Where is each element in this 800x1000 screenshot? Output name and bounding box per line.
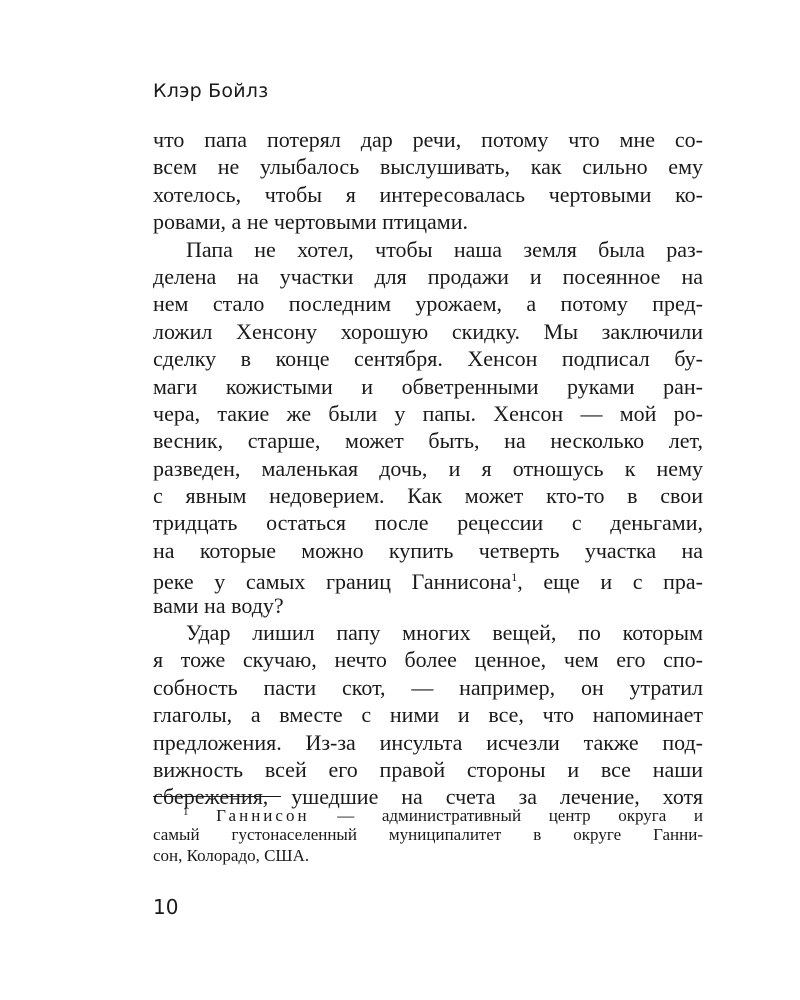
- footnote-line: самый густонаселенный муниципалитет в округе Ганни-: [153, 824, 703, 844]
- text-line: с явным недоверием. Как может кто-то в свои: [153, 483, 703, 509]
- text-line: разведен, маленькая дочь, и я отношусь к нему: [153, 455, 703, 481]
- text-line: всем не улыбалось выслушивать, как сильно ему: [153, 154, 703, 180]
- text-line: весник, старше, может быть, на несколько лет,: [153, 428, 703, 454]
- text-line: ложил Хенсону хорошую скидку. Мы заключили: [153, 318, 703, 344]
- running-header: Клэр Бойлз: [153, 80, 269, 102]
- footnote-reference[interactable]: 1: [511, 570, 518, 585]
- footnote-line: сон, Колорадо, США.: [153, 846, 310, 865]
- text-line: нем стало последним урожаем, а потому пред-: [153, 291, 703, 317]
- text-line: я тоже скучаю, нечто более ценное, чем его спо-: [153, 647, 703, 673]
- text-line: что папа потерял дар речи, потому что мне со-: [153, 127, 703, 152]
- text-line-with-footnote-ref: [153, 564, 703, 595]
- text-line: вижность всей его правой стороны и все наши: [153, 756, 703, 782]
- main-text: [153, 126, 703, 811]
- text-segment: реке у самых границ Ганнисона: [153, 569, 512, 595]
- text-line: чера, такие же были у папы. Хенсон — мой ро-: [153, 400, 703, 426]
- text-line: сбережения, ушедшие на счета за лечение, хотя: [153, 784, 703, 810]
- text-line: сделку в конце сентября. Хенсон подписал бу-: [153, 346, 703, 372]
- text-line: ровами, а не чертовыми птицами.: [153, 209, 468, 235]
- text-line: делена на участки для продажи и посеянное на: [153, 263, 703, 289]
- text-line: вами на воду?: [153, 592, 284, 618]
- footnote-line: [153, 802, 703, 824]
- text-line: маги кожистыми и обветренными руками ран-: [153, 373, 703, 399]
- text-line: на которые можно купить четверть участка на: [153, 537, 703, 563]
- text-line: глаголы, а вместе с ними и все, что напоминает: [153, 702, 703, 728]
- text-line: тридцать остаться после рецессии с деньгами,: [153, 510, 703, 536]
- footnote-marker: 1: [183, 806, 189, 818]
- text-line: Удар лишил папу многих вещей, по которым: [186, 620, 703, 646]
- page-number: 10: [153, 895, 179, 919]
- text-segment: , еще и с пра-: [517, 569, 703, 595]
- footnote-divider: [153, 796, 281, 797]
- text-line: Папа не хотел, чтобы наша земля была раз-: [186, 236, 703, 262]
- text-line: хотелось, чтобы я интересовалась чертовыми ко-: [153, 181, 703, 207]
- footnote-text: — административный центр округа и: [309, 806, 704, 825]
- text-line: предложения. Из-за инсульта исчезли также под-: [153, 729, 703, 755]
- footnote-term: Ганнисон: [216, 806, 310, 825]
- footnote: [153, 802, 703, 867]
- text-line: собность пасти скот, — например, он утратил: [153, 674, 703, 700]
